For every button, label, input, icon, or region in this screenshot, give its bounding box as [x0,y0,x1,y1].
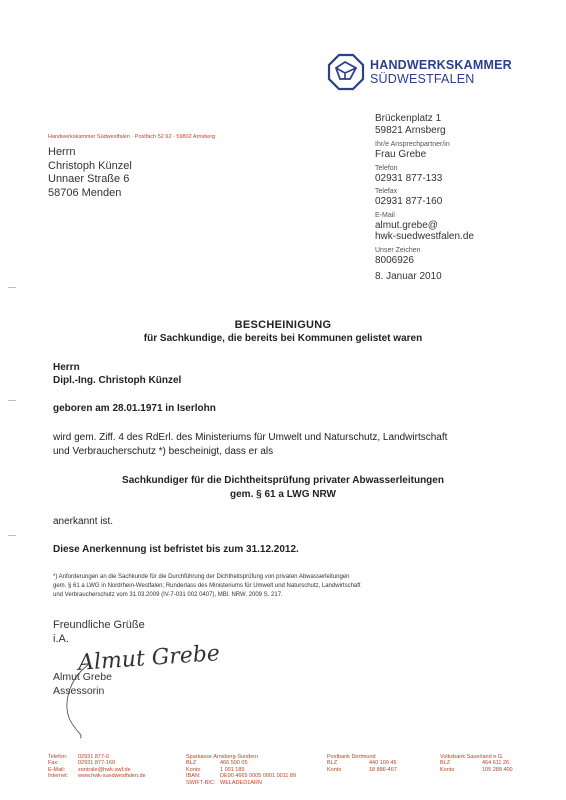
letter-date: 8. Januar 2010 [375,271,442,282]
reference-label: Unser Zeichen [375,246,421,254]
footer-bank-2-account-label: Konto [327,766,342,773]
recipient-address [48,146,132,200]
reference-number: 8006926 [375,254,414,266]
document-title: BESCHEINIGUNG [234,319,332,331]
phone-label: Telefon [375,164,398,172]
closing [53,619,145,646]
closing-ia: i.A. [53,632,69,645]
chamber-logo-icon [326,52,366,92]
footnote [53,573,361,600]
footer-bank-1-iban-label: IBAN: [186,773,201,780]
email-line-2: hwk-suedwestfalen.de [375,231,474,242]
contact-name: Frau Grebe [375,149,427,160]
footnote-line-1: *) Anforderungen an die Sachkunde für die Durchführung der Dichtheitsprüfung von privaten Abwasserleitungen [53,574,350,580]
contact-label: Ihr/e Ansprechpartner/in [375,141,450,148]
handwritten-signature: Almut Grebe [77,641,221,676]
person-salutation: Herrn [53,362,80,373]
footer-bank-3-blz: 464 611 26 [482,760,510,767]
footer-fax-label: Fax: [48,760,59,767]
footer-bank-1-name: Sparkasse Arnsberg-Sundern [186,754,259,760]
closing-greeting: Freundliche Grüße [53,619,145,631]
sender-street: Brückenplatz 1 [375,113,442,124]
recipient-salutation: Herrn [48,146,76,158]
footer-bank-1-account: 1 001 189 [220,766,245,773]
footer-bank-2-blz: 440 100 46 [369,760,397,767]
signer-title: Assessorin [53,684,105,697]
footer-email: zentrale@hwk-swf.de [78,766,131,773]
footer-internet: www.hwk-suedwestfalen.de [78,773,146,780]
sender-return-address: Handwerkskammer Südwestfalen · Postfach 52 62 · 59802 Arnsberg [48,134,216,140]
footer-internet-label: Internet: [48,773,69,780]
footer-bank-2-blz-label: BLZ [327,760,338,767]
footer-bank-1 [186,754,296,786]
footer-bank-3-blz-label: BLZ [440,760,451,767]
person-name: Dipl.-Ing. Christoph Künzel [53,375,182,386]
fax-number: 02931 877-160 [375,196,443,207]
body-text-line-2: und Verbraucherschutz *) bescheinigt, dass er als [53,446,274,457]
logo-line-2: SÜDWESTFALEN [370,72,475,86]
sender-city: 59821 Arnsberg [375,124,446,136]
email-line-1: almut.grebe@ [375,219,438,231]
document-subtitle: für Sachkundige, die bereits bei Kommunen gelistet waren [143,333,423,344]
chamber-logo-text [370,58,512,86]
recipient-city: 58706 Menden [48,186,122,199]
body-text-line-1: wird gem. Ziff. 4 des RdErl. des Ministeriums für Umwelt und Naturschutz, Landwirtschaft [53,432,448,443]
footnote-line-3: und Verbraucherschutz vom 31.03.2009 (IV-7-031 002 0407), MBl. NRW. 2009 S. 217. [53,592,283,598]
footer-bank-2-account: 18 886-467 [369,766,397,773]
footer-email-label: E-Mail: [48,766,66,773]
footnote-line-2: gem. § 61 a LWG in Nordrhein-Westfalen; Runderlass des Ministeriums für Umwelt und Naturschutz, Landwirtschaft [53,583,361,589]
footer-fax: 02931 877-160 [78,760,116,767]
recipient-street: Unnaer Straße 6 [48,173,130,185]
footer-bank-3-account-label: Konto [440,766,455,773]
sender-info-column [375,113,474,283]
fold-mark-bottom [8,535,16,536]
footer-bank-1-blz-label: BLZ [186,760,197,767]
footer-bank-1-blz: 466 500 05 [220,760,248,767]
footer-bank-3 [440,754,513,773]
footer-contact [48,754,146,780]
validity-limit: Diese Anerkennung ist befristet bis zum 31.12.2012. [53,544,299,555]
logo-line-1: HANDWERKSKAMMER [370,58,512,72]
footer-bank-1-bic: WELADED1ARN [220,779,262,786]
person-birth: geboren am 28.01.1971 in Iserlohn [53,403,216,414]
qualification-line-1: Sachkundiger für die Dichtheitsprüfung privater Abwasserleitungen [122,475,444,486]
footer-bank-2-name: Postbank Dortmund [327,754,376,760]
footer-bank-3-account: 105 288 400 [482,766,513,773]
footer-phone: 02931 877-0 [78,754,109,760]
fold-mark-top [8,287,16,288]
footer-bank-1-bic-label: SWIFT-BIC: [186,779,216,786]
footer-bank-3-name: Volksbank Sauerland e.G. [440,754,504,760]
signer [53,671,112,698]
email-label: E-Mail [375,211,395,219]
qualification-line-2: gem. § 61 a LWG NRW [230,489,336,500]
footer-bank-1-account-label: Konto [186,766,201,773]
fold-mark-middle [8,400,16,401]
footer-phone-label: Telefon: [48,754,68,760]
recipient-name: Christoph Künzel [48,159,132,172]
footer-bank-1-iban: DE90 4665 0005 0001 0011 89 [220,773,297,780]
fax-label: Telefax [375,188,398,195]
recognition-text: anerkannt ist. [53,516,114,527]
signer-name: Almut Grebe [53,671,112,683]
phone-number: 02931 877-133 [375,172,443,184]
footer-bank-2 [327,754,397,773]
